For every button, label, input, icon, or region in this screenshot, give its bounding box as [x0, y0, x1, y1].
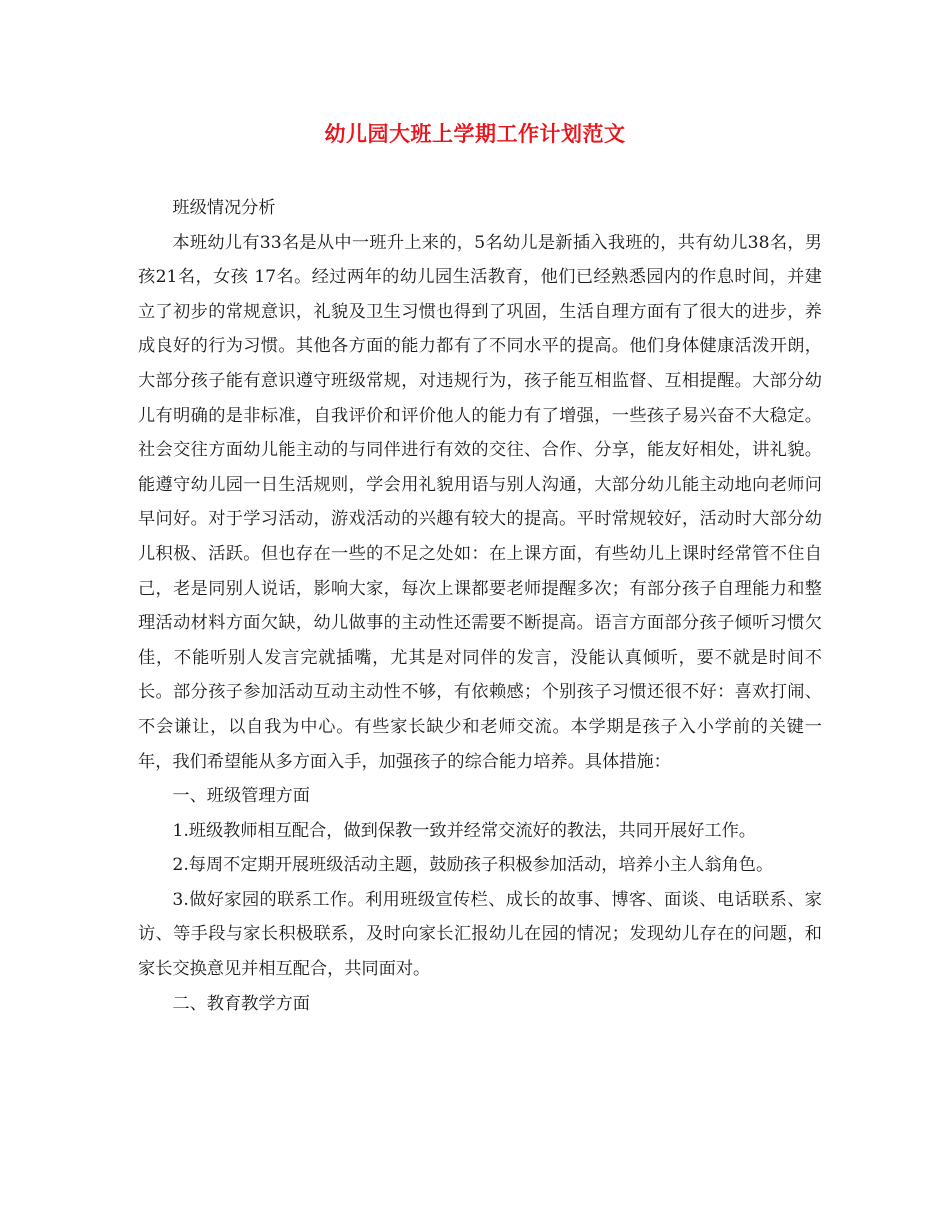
list-item-2: 2.每周不定期开展班级活动主题，鼓励孩子积极参加活动，培养小主人翁角色。 [172, 855, 774, 876]
section-heading-class-analysis: 班级情况分析 [172, 198, 276, 218]
list-item-1: 1.班级教师相互配合，做到保教一致并经常交流好的教法，共同开展好工作。 [172, 820, 756, 841]
section-heading-class-management: 一、班级管理方面 [172, 786, 310, 807]
document-title: 幼儿园大班上学期工作计划范文 [324, 121, 626, 146]
section-heading-education: 二、教育教学方面 [172, 993, 310, 1014]
document-body [138, 191, 822, 1021]
list-item-3: 3.做好家园的联系工作。利用班级宣传栏、成长的故事、博客、面谈、电话联系、家访、等手段与家长积极联系，及时向家长汇报幼儿在园的情况；发现幼儿存在的问题，和家长交换意见并相互配合，共同面对。 [138, 889, 822, 980]
paragraph-class-situation: 本班幼儿有33名是从中一班升上来的，5名幼儿是新插入我班的，共有幼儿38名，男孩21名，女孩 17名。经过两年的幼儿园生活教育，他们已经熟悉园内的作息时间，并建立了初步的常规意识，礼貌及卫生习惯也得到了巩固，生活自理方面有了很大的进步，养成良好的行为习惯。其他各方面的能力都有了不同水平的提高。他们身体健康活泼开朗，大部分孩子能有意识遵守班级常规，对违规行为，孩子能互相监督、互相提醒。大部分幼儿有明确的是非标准，自我评价和评价他人的能力有了增强，一些孩子易兴奋不大稳定。社会交往方面幼儿能主动的与同伴进行有效的交往、合作、分享，能友好相处，讲礼貌。能遵守幼儿园一日生活规则，学会用礼貌用语与别人沟通，大部分幼儿能主动地向老师问早问好。对于学习活动，游戏活动的兴趣有较大的提高。平时常规较好，活动时大部分幼儿积极、活跃。但也存在一些的不足之处如：在上课方面，有些幼儿上课时经常管不住自己，老是同别人说话，影响大家，每次上课都要老师提醒多次；有部分孩子自理能力和整理活动材料方面欠缺，幼儿做事的主动性还需要不断提高。语言方面部分孩子倾听习惯欠佳，不能听别人发言完就插嘴，尤其是对同伴的发言，没能认真倾听，要不就是时间不长。部分孩子参加活动互动主动性不够，有依赖感；个别孩子习惯还很不好：喜欢打闹、不会谦让，以自我为中心。有些家长缺少和老师交流。本学期是孩子入小学前的关键一年，我们希望能从多方面入手，加强孩子的综合能力培养。具体措施： [138, 232, 822, 772]
